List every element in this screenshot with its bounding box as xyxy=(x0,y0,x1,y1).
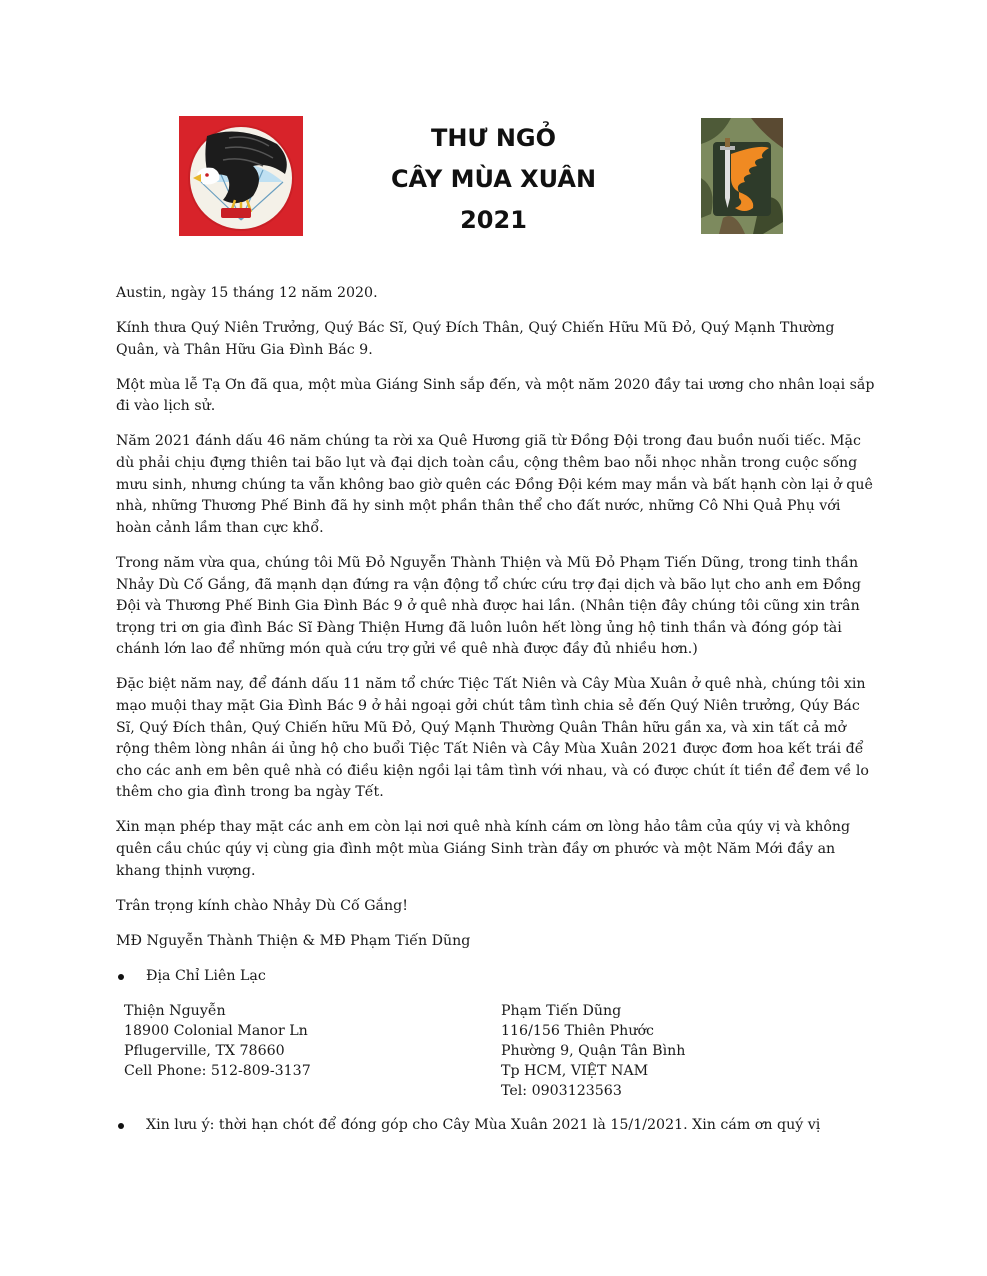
contact-left-line: Cell Phone: 512-809-3137 xyxy=(124,1062,311,1079)
contact-right-line: Phường 9, Quận Tân Bình xyxy=(501,1042,686,1059)
paragraph-4: Đặc biệt năm nay, để đánh dấu 11 năm tổ chức Tiệc Tất Niên và Cây Mùa Xuân ở quê nhà, chúng tôi xin mạo muội thay mặt Gia Đình Bác 9 ở hải ngoại gởi chút tâm tình chia sẻ đến Quý Niên trưởng, Qúy Bác Sĩ, Quý Đích thân, Quý Chiến hữu Mũ Đỏ, Quý Mạnh Thường Quân Thân hữu gần xa, và xin tất cả mở rộng thêm lòng nhân ái ủng hộ cho buổi Tiệc Tất Niên và Cây Mùa Xuân 2021 được đơm hoa kết trái để cho các anh em bên quê nhà có điều kiện ngồi lại tâm tình với nhau, và có được chút ít tiền để đem về lo thêm cho gia đình trong ba ngày Tết. xyxy=(116,676,869,801)
contact-right xyxy=(501,1001,685,1101)
letter-body xyxy=(116,283,876,1149)
page-title xyxy=(340,118,647,241)
contact-left-line: 18900 Colonial Manor Ln xyxy=(124,1022,308,1039)
contact-right-line: Phạm Tiến Dũng xyxy=(501,1002,622,1019)
contact-right-line: Tel: 0903123563 xyxy=(501,1082,622,1099)
contact-left xyxy=(124,1001,501,1101)
title-line-1: THƯ NGỎ xyxy=(430,124,557,152)
paragraph-5: Xin mạn phép thay mặt các anh em còn lại nơi quê nhà kính cám ơn lòng hảo tâm của qúy vị và không quên cầu chúc qúy vị cùng gia đình một mùa Giáng Sinh tràn đầy ơn phước và một Năm Mới đầy an khang thịnh vượng. xyxy=(116,819,851,879)
contact-heading: Địa Chỉ Liên Lạc xyxy=(146,967,266,984)
closing-line: Trân trọng kính chào Nhảy Dù Cố Gắng! xyxy=(116,897,408,914)
title-line-3: 2021 xyxy=(460,206,527,234)
bullet-icon xyxy=(118,1123,124,1129)
title-line-2: CÂY MÙA XUÂN xyxy=(390,165,597,193)
signature: MĐ Nguyễn Thành Thiện & MĐ Phạm Tiến Dũng xyxy=(116,932,471,949)
deadline-note: Xin lưu ý: thời hạn chót để đóng góp cho Cây Mùa Xuân 2021 là 15/1/2021. Xin cám ơn quý vị xyxy=(146,1116,821,1133)
salutation: Kính thưa Quý Niên Trưởng, Quý Bác Sĩ, Quý Đích Thân, Quý Chiến Hữu Mũ Đỏ, Quý Mạnh Thường Quân, và Thân Hữu Gia Đình Bác 9. xyxy=(116,320,835,358)
contact-heading-item xyxy=(116,966,876,988)
contact-left-line: Pflugerville, TX 78660 xyxy=(124,1042,285,1059)
bullet-icon xyxy=(118,974,124,980)
contact-right-line: 116/156 Thiên Phước xyxy=(501,1022,654,1039)
winged-sword-badge xyxy=(701,118,783,234)
date-line: Austin, ngày 15 tháng 12 năm 2020. xyxy=(116,285,378,301)
paragraph-2: Năm 2021 đánh dấu 46 năm chúng ta rời xa Quê Hương giã từ Đồng Đội trong đau buồn nuối tiếc. Mặc dù phải chịu đựng thiên tai bão lụt và đại dịch toàn cầu, cộng thêm bao nỗi nhọc nhằn trong cuộc sống mưu sinh, nhưng chúng ta vẫn không bao giờ quên các Đồng Đội kém may mắn và bất hạnh còn lại ở quê nhà, những Thương Phế Binh đã hy sinh một phần thân thể cho đất nước, những Cô Nhi Quả Phụ với hoàn cảnh lầm than cực khổ. xyxy=(116,433,873,536)
deadline-note-item xyxy=(116,1115,876,1137)
paragraph-1: Một mùa lễ Tạ Ơn đã qua, một mùa Giáng Sinh sắp đến, và một năm 2020 đầy tai ương cho nhân loại sắp đi vào lịch sử. xyxy=(116,376,875,415)
paragraph-3: Trong năm vừa qua, chúng tôi Mũ Đỏ Nguyễn Thành Thiện và Mũ Đỏ Phạm Tiến Dũng, trong tinh thần Nhảy Dù Cố Gắng, đã mạnh dạn đứng ra vận động tổ chức cứu trợ đại dịch và bão lụt cho anh em Đồng Đội và Thương Phế Binh Gia Đình Bác 9 ở quê nhà được hai lần. (Nhân tiện đây chúng tôi cũng xin trân trọng tri ơn gia đình Bác Sĩ Đàng Thiện Hưng đã luôn luôn hết lòng ủng hộ tinh thần và đóng góp tài chánh lớn lao để những món quà cứu trợ gửi về quê nhà được đầy đủ nhiều hơn.) xyxy=(116,554,861,658)
contact-addresses xyxy=(116,1001,876,1101)
contact-left-line: Thiện Nguyễn xyxy=(124,1002,226,1019)
eagle-paratrooper-insignia xyxy=(179,116,303,236)
contact-right-line: Tp HCM, VIỆT NAM xyxy=(501,1062,649,1079)
